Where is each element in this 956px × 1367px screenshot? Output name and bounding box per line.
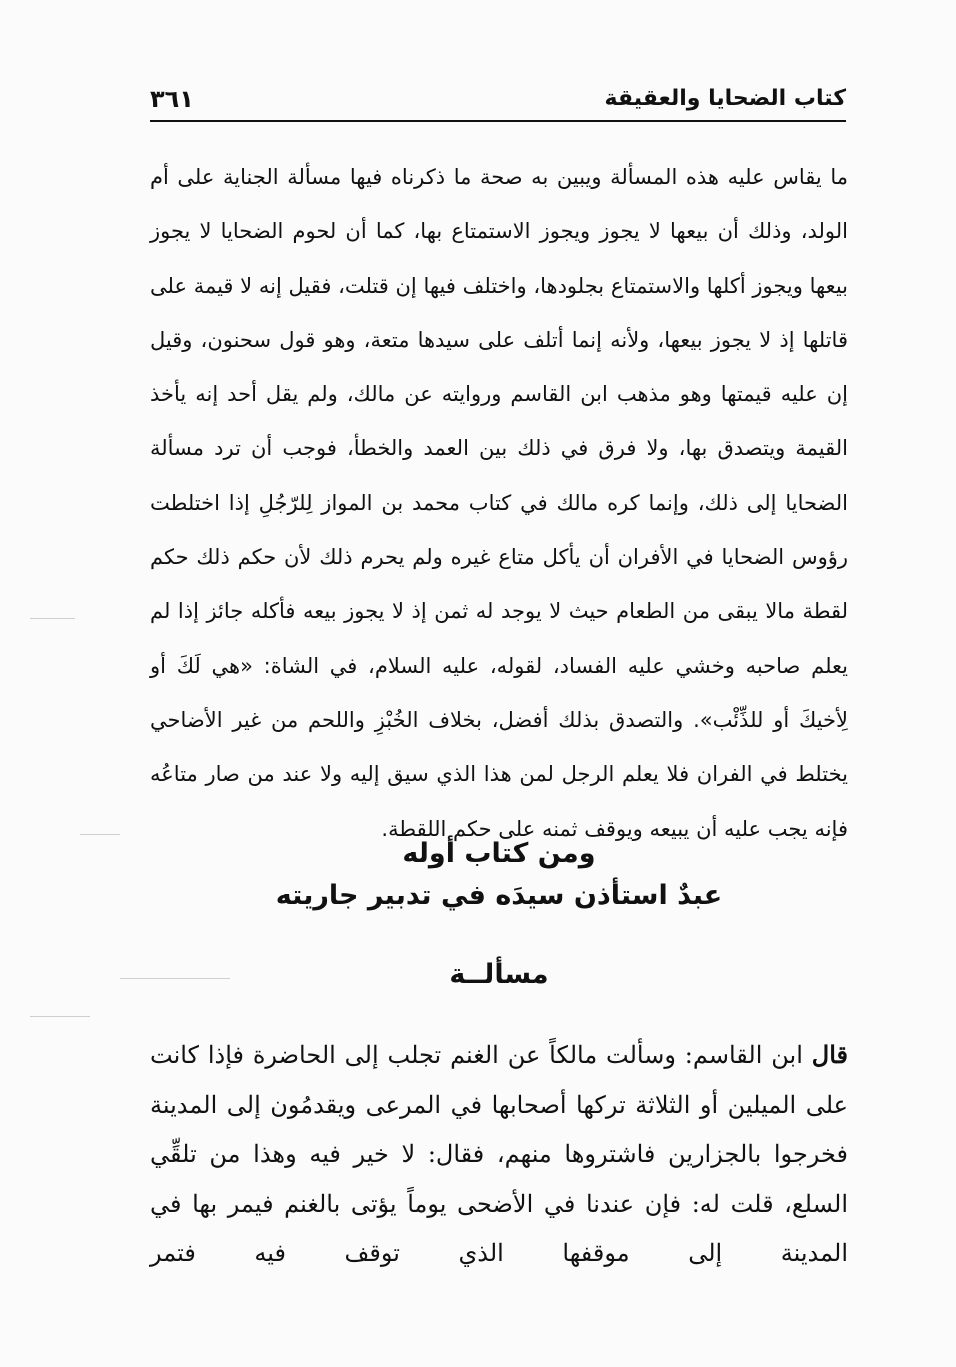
paragraph-new-issue [150, 1030, 848, 1279]
scan-mark [120, 978, 230, 979]
paragraph-text: ابن القاسم: وسألت مالكاً عن الغنم تجلب إلى الحاضرة فإذا كانت على الميلين أو الثلاثة تركها أصحابها في المرعى ويقدمُون إلى المدينة فخرجوا بالجزارين فاشتروها منهم، فقال: لا خير فيه وهذا من تلقِّي السلع، قلت له: فإن عندنا في الأضحى يوماً يؤتى بالغنم فيمر بها في المدينة إلى موقفها الذي توقف فيه فتمر [150, 1041, 848, 1267]
running-title: كتاب الضحايا والعقيقة [604, 86, 846, 111]
header-rule [150, 120, 846, 122]
page-number: ٣٦١ [150, 85, 194, 113]
scan-mark [80, 834, 120, 835]
chapter-subheading: عبدٌ استأذن سيدَه في تدبير جاريته [275, 880, 723, 911]
issue-heading: مسألــة [449, 959, 549, 990]
lead-word: قال [811, 1040, 848, 1069]
scan-mark [30, 618, 75, 619]
chapter-heading: ومن كتاب أوله [402, 838, 596, 869]
scan-mark [30, 1016, 90, 1017]
paragraph-continued [150, 150, 848, 856]
paragraph-text: ما يقاس عليه هذه المسألة ويبين به صحة ما ذكرناه فيها مسألة الجناية على أم الولد، وذلك أن بيعها لا يجوز ويجوز الاستمتاع بها، كما أن لحوم الضحايا لا يجوز بيعها ويجوز أكلها والاستمتاع بجلودها، واختلف فيها إن قتلت، فقيل إنه لا قيمة على قاتلها إذ لا يجوز بيعها، ولأنه إنما أتلف على سيدها متعة، وهو قول سحنون، وقيل إن عليه قيمتها وهو مذهب ابن القاسم وروايته عن مالك، ولم يقل أحد إنه يأخذ القيمة ويتصدق بها، ولا فرق في ذلك بين العمد والخطأ، فوجب أن ترد مسألة الضحايا إلى ذلك، وإنما كره مالك في كتاب محمد بن المواز لِلرّجُلِ إذا اختلطت رؤوس الضحايا في الأفران أن يأكل متاع غيره ولم يحرم ذلك لأن حكم ذلك حكم لقطة مالا يبقى من الطعام حيث لا يوجد له ثمن إذ لا يجوز بيعه فأكله جائز إذا لم يعلم صاحبه وخشي عليه الفساد، لقوله، عليه السلام، في الشاة: «هي لَكَ أو لِأخيكَ أو للذِّئْب». والتصدق بذلك أفضل، بخلاف الخُبْزِ واللحم من غير الأضاحي يختلط في الفران فلا يعلم الرجل لمن هذا الذي سيق إليه ولا عند من صار متاعُه فإنه يجب عليه أن يبيعه ويوقف ثمنه على حكم اللقطة. [150, 165, 848, 841]
page-header [150, 80, 846, 122]
